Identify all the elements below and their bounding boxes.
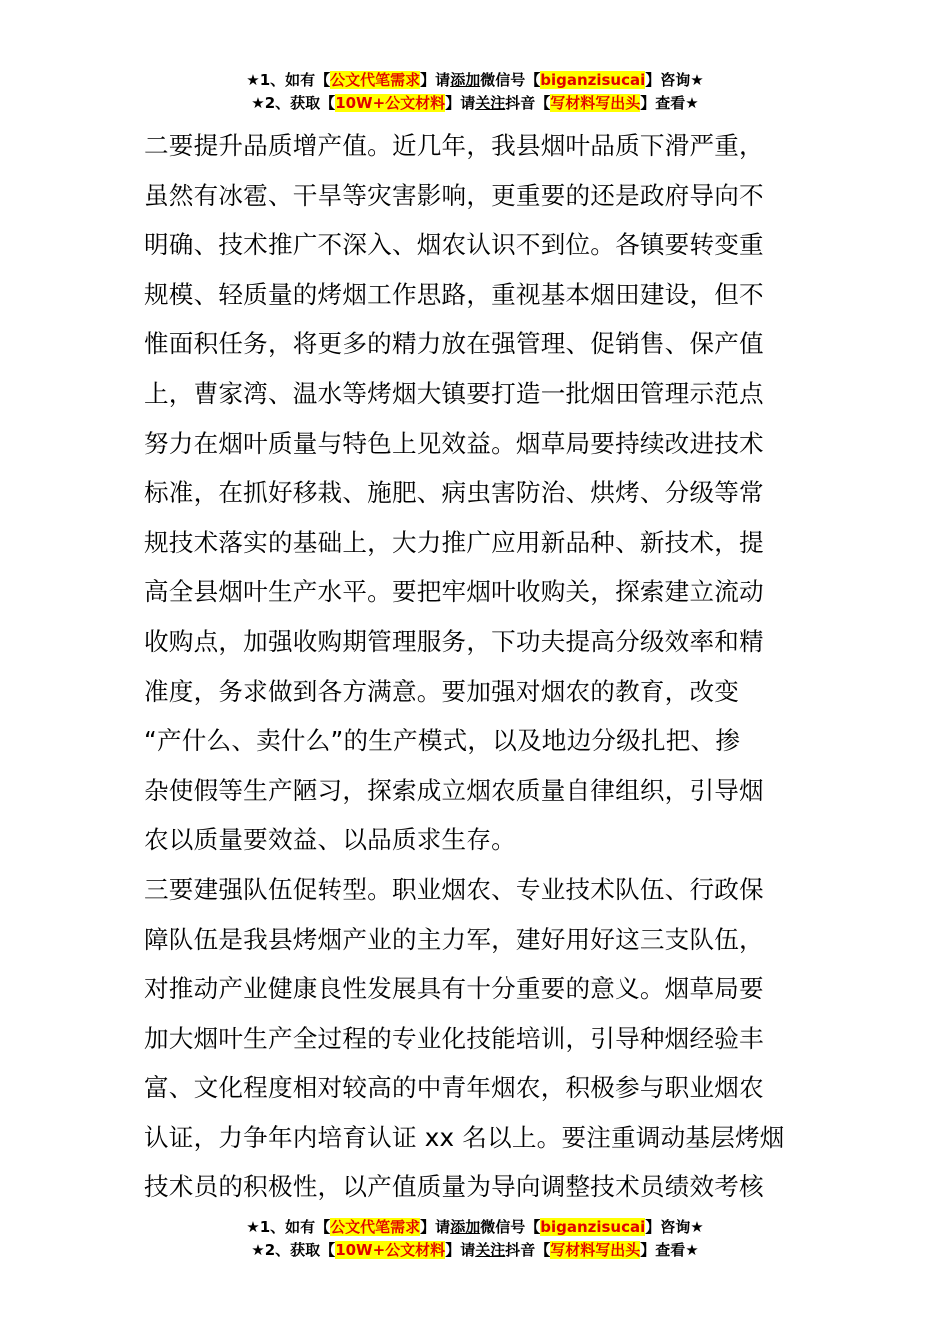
banner-highlight: 公文代笔需求 xyxy=(330,1218,421,1236)
body-line: 认证，力争年内培育认证 xx 名以上。要注重调动基层烤烟 xyxy=(144,1122,785,1152)
banner-underlined: 添加 xyxy=(450,71,481,89)
footer-banner xyxy=(0,1216,950,1262)
banner-text: 】咨询★ xyxy=(645,1218,704,1236)
body-line: 规技术落实的基础上，大力推广应用新品种、新技术，提 xyxy=(144,527,764,557)
body-line: 三要建强队伍促转型。职业烟农、专业技术队伍、行政保 xyxy=(144,874,764,904)
banner-text: 微信号【 xyxy=(480,71,541,89)
banner-line-2 xyxy=(0,92,950,115)
banner-text: 抖音【 xyxy=(505,1241,551,1259)
body-line: 富、文化程度相对较高的中青年烟农，积极参与职业烟农 xyxy=(144,1073,764,1103)
banner-highlight: biganzisucai xyxy=(540,1218,646,1236)
banner-line-1 xyxy=(0,1216,950,1239)
banner-line-1 xyxy=(0,69,950,92)
banner-text: 】请 xyxy=(445,94,476,112)
body-line: “产什么、卖什么”的生产模式，以及地边分级扎把、掺 xyxy=(144,726,741,756)
body-line: 准度，务求做到各方满意。要加强对烟农的教育，改变 xyxy=(144,676,740,706)
banner-text: 抖音【 xyxy=(505,94,551,112)
body-line: 努力在烟叶质量与特色上见效益。烟草局要持续改进技术 xyxy=(144,428,764,458)
banner-text: ★2、获取【 xyxy=(251,1241,336,1259)
body-line: 收购点，加强收购期管理服务，下功夫提高分级效率和精 xyxy=(144,626,764,656)
banner-text: ★2、获取【 xyxy=(251,94,336,112)
body-line: 农以质量要效益、以品质求生存。 xyxy=(144,825,516,855)
body-line: 对推动产业健康良性发展具有十分重要的意义。烟草局要 xyxy=(144,974,764,1004)
banner-text: 】请 xyxy=(445,1241,476,1259)
body-line: 规模、轻质量的烤烟工作思路，重视基本烟田建设，但不 xyxy=(144,279,764,309)
banner-underlined: 关注 xyxy=(475,94,506,112)
banner-highlight: 写材料写出头 xyxy=(550,94,641,112)
banner-text: ★1、如有【 xyxy=(246,71,331,89)
banner-highlight: 10W+公文材料 xyxy=(335,1241,446,1259)
banner-text: 】请 xyxy=(420,71,451,89)
body-line: 虽然有冰雹、干旱等灾害影响，更重要的还是政府导向不 xyxy=(144,180,764,210)
body-line: 加大烟叶生产全过程的专业化技能培训，引导种烟经验丰 xyxy=(144,1023,764,1053)
body-line: 明确、技术推广不深入、烟农认识不到位。各镇要转变重 xyxy=(144,230,764,260)
banner-text: 】查看★ xyxy=(640,94,699,112)
banner-highlight: 10W+公文材料 xyxy=(335,94,446,112)
banner-text: 】咨询★ xyxy=(645,71,704,89)
body-line: 标准，在抓好移栽、施肥、病虫害防治、烘烤、分级等常 xyxy=(144,478,764,508)
body-line: 上，曹家湾、温水等烤烟大镇要打造一批烟田管理示范点 xyxy=(144,378,764,408)
body-line: 二要提升品质增产值。近几年，我县烟叶品质下滑严重， xyxy=(144,131,764,160)
banner-text: 】请 xyxy=(420,1218,451,1236)
header-banner xyxy=(0,69,950,115)
banner-highlight: 写材料写出头 xyxy=(550,1241,641,1259)
banner-underlined: 关注 xyxy=(475,1241,506,1259)
banner-text: ★1、如有【 xyxy=(246,1218,331,1236)
banner-line-2 xyxy=(0,1239,950,1262)
banner-text: 】查看★ xyxy=(640,1241,699,1259)
banner-underlined: 添加 xyxy=(450,1218,481,1236)
banner-highlight: biganzisucai xyxy=(540,71,646,89)
body-line: 惟面积任务，将更多的精力放在强管理、促销售、保产值 xyxy=(144,329,764,359)
body-line: 高全县烟叶生产水平。要把牢烟叶收购关，探索建立流动 xyxy=(144,577,764,607)
body-line: 技术员的积极性，以产值质量为导向调整技术员绩效考核 xyxy=(144,1172,764,1202)
document-body xyxy=(144,121,808,1212)
banner-text: 微信号【 xyxy=(480,1218,541,1236)
body-line: 杂使假等生产陋习，探索成立烟农质量自律组织，引导烟 xyxy=(144,775,764,805)
body-line: 障队伍是我县烤烟产业的主力军，建好用好这三支队伍， xyxy=(144,924,764,954)
banner-highlight: 公文代笔需求 xyxy=(330,71,421,89)
